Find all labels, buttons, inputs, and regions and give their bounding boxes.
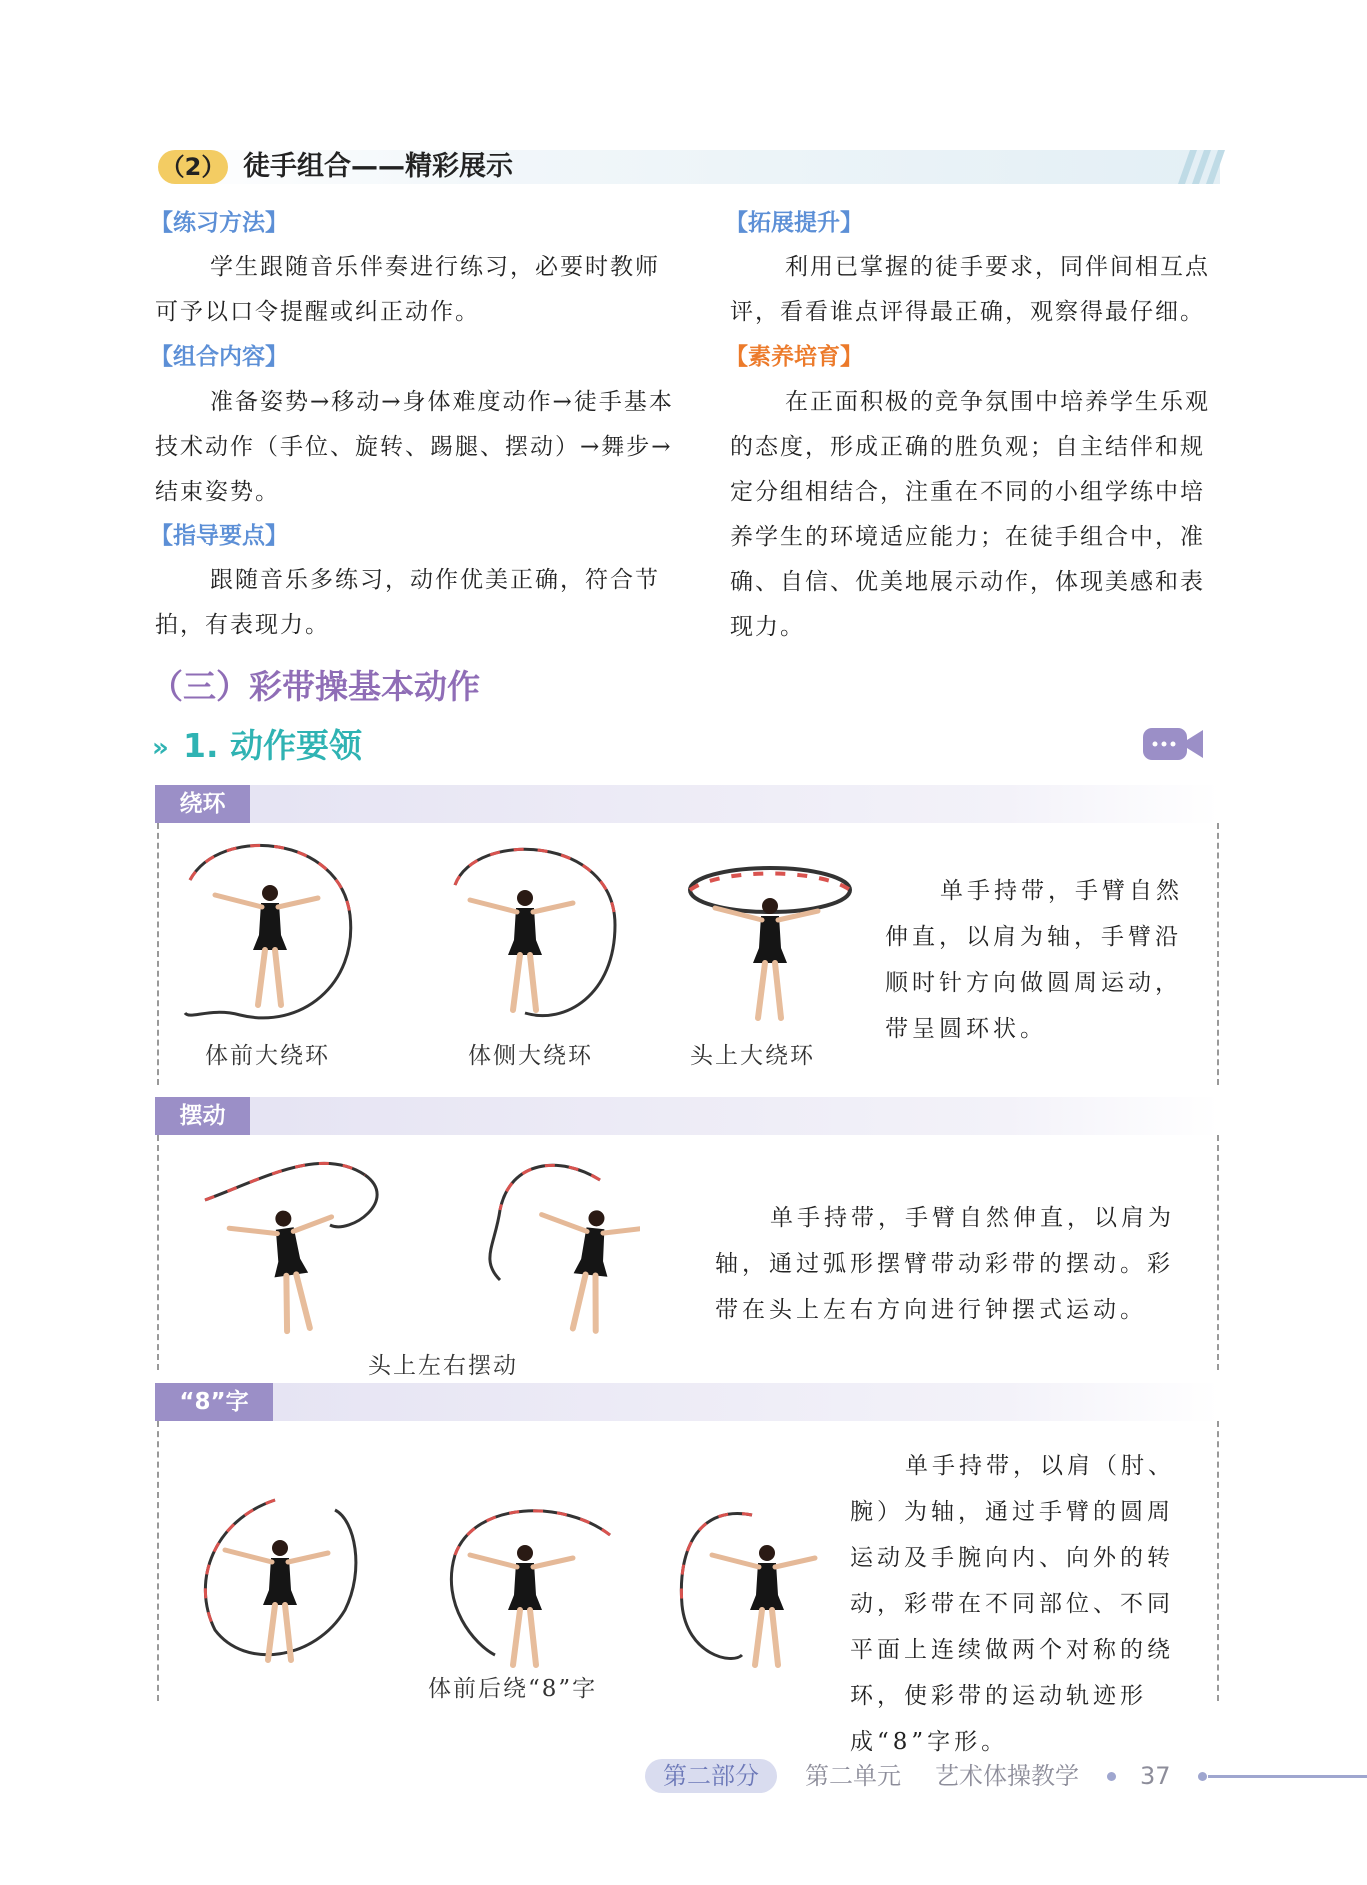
photo-figure8-1 [185, 1490, 370, 1670]
section2-number: （2） [158, 150, 228, 184]
literacy-text: 在正面积极的竞争氛围中培养学生乐观的态度，形成正确的胜负观；自主结伴和规定分组相结合，注重在不同的小组学练中培养学生的环境适应能力；在徒手组合中，准确、自信、优美地展示动作，体现美感和表现力。 [730, 389, 1210, 640]
guidance-points-text: 跟随音乐多练习，动作优美正确，符合节拍，有表现力。 [155, 567, 660, 638]
extension-text: 利用已掌握的徒手要求，同伴间相互点评，看看谁点评得最正确，观察得最仔细。 [730, 254, 1210, 325]
subtitle-arrow: » [152, 733, 169, 763]
panel-raohuan-label: 绕环 [155, 785, 250, 823]
photo-figure8-3 [672, 1495, 822, 1675]
footer-chapter: 艺术体操教学 [935, 1762, 1079, 1790]
caption-side-circle: 体侧大绕环 [468, 1043, 593, 1069]
tag-practice-method: 【练习方法】 [150, 210, 288, 236]
subtitle-essentials: 1. 动作要领 [183, 726, 362, 765]
photo-figure8-2 [435, 1495, 620, 1675]
caption-figure8: 体前后绕“8”字 [428, 1676, 598, 1702]
footer-part-badge: 第二部分 [645, 1759, 777, 1793]
panel-bazi-label: “8”字 [155, 1383, 273, 1421]
video-camera-icon[interactable] [1143, 725, 1203, 763]
photo-overhead-circle [680, 860, 860, 1025]
tag-extension: 【拓展提升】 [725, 210, 863, 236]
combination-content-text: 准备姿势→移动→身体难度动作→徒手基本技术动作（手位、旋转、踢腿、摆动）→舞步→结束姿势。 [155, 389, 674, 505]
footer-unit: 第二单元 [805, 1762, 901, 1790]
practice-method-text: 学生跟随音乐伴奏进行练习，必要时教师可予以口令提醒或纠正动作。 [155, 254, 660, 325]
footer-page-number: 37 [1140, 1762, 1171, 1790]
tag-combination-content: 【组合内容】 [150, 344, 288, 370]
panel-raohuan-left-border [157, 823, 159, 1085]
photo-side-circle [445, 835, 625, 1025]
section3-title: （三）彩带操基本动作 [150, 667, 480, 706]
tag-guidance-points: 【指导要点】 [150, 523, 288, 549]
panel-baidong-band [155, 1097, 1220, 1135]
panel-baidong-right-border [1217, 1135, 1219, 1370]
caption-overhead-circle: 头上大绕环 [690, 1043, 815, 1069]
photo-front-circle [180, 835, 360, 1025]
panel-raohuan-right-border [1217, 823, 1219, 1085]
panel-baidong-description: 单手持带，手臂自然伸直，以肩为轴，通过弧形摆臂带动彩带的摆动。彩带在头上左右方向进行钟摆式运动。 [715, 1205, 1175, 1323]
panel-bazi-right-border [1217, 1421, 1219, 1701]
caption-front-circle: 体前大绕环 [205, 1043, 330, 1069]
panel-baidong-label: 摆动 [155, 1097, 250, 1135]
footer-line [1208, 1775, 1367, 1778]
panel-bazi-description: 单手持带，以肩（肘、腕）为轴，通过手臂的圆周运动及手腕向内、向外的转动，彩带在不同部位、不同平面上连续做两个对称的绕环，使彩带的运动轨迹形成“8”字形。 [850, 1453, 1175, 1755]
footer-dot [1107, 1772, 1116, 1781]
caption-overhead-swing: 头上左右摆动 [368, 1353, 518, 1379]
section2-title: 徒手组合——精彩展示 [243, 151, 513, 182]
panel-bazi-left-border [157, 1421, 159, 1701]
panel-bazi-band [155, 1383, 1220, 1421]
photo-swing-left [200, 1150, 410, 1340]
footer-line-dot [1198, 1772, 1207, 1781]
panel-baidong-left-border [157, 1135, 159, 1370]
stripes-decoration [1170, 150, 1225, 184]
panel-raohuan-description: 单手持带，手臂自然伸直，以肩为轴，手臂沿顺时针方向做圆周运动，带呈圆环状。 [885, 878, 1183, 1042]
tag-literacy: 【素养培育】 [725, 344, 863, 370]
photo-swing-right [470, 1150, 640, 1340]
panel-raohuan-band [155, 785, 1220, 823]
